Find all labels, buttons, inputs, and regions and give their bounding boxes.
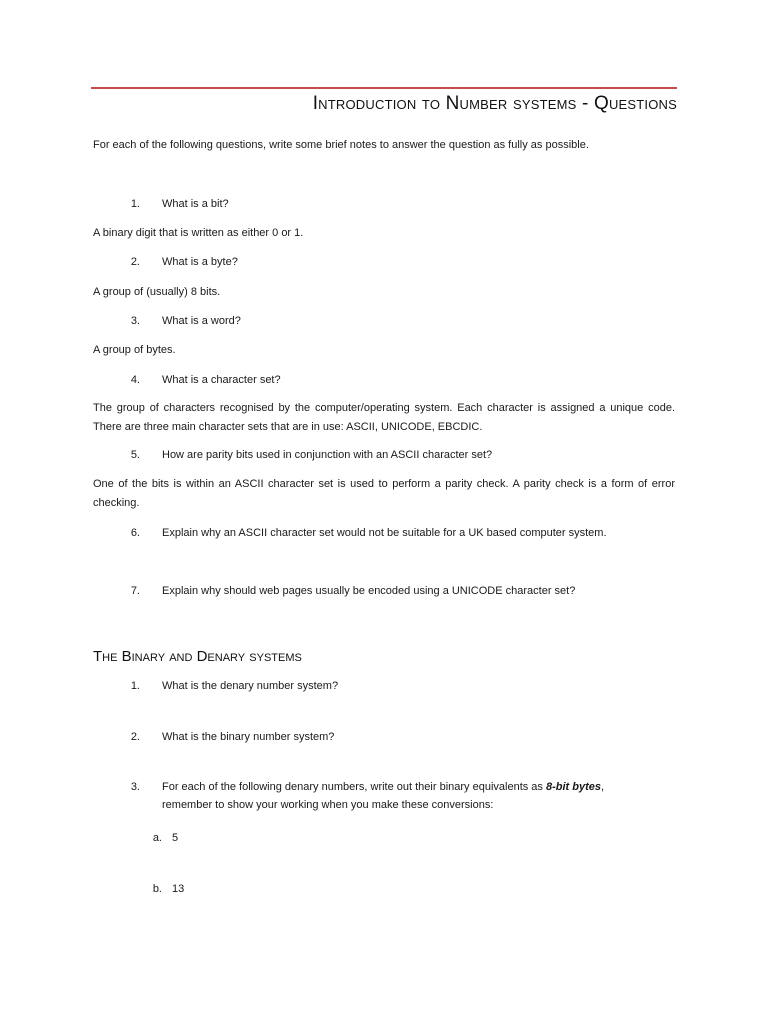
question-text: What is the denary number system?	[162, 680, 339, 692]
question-text: Explain why an ASCII character set would not be suitable for a UK based computer system.	[162, 527, 607, 539]
question-text	[162, 778, 652, 814]
question-number: 2.	[130, 731, 140, 743]
subitem-letter: b.	[152, 883, 162, 895]
subitem-letter: a.	[152, 832, 162, 844]
answer-4: The group of characters recognised by the computer/operating system. Each character is assigned a unique code. There are three main character sets that are in use: ASCII, UNICODE, EBCDIC.	[93, 402, 675, 433]
question-number: 3.	[130, 781, 140, 793]
question-text: Explain why should web pages usually be encoded using a UNICODE character set?	[162, 585, 576, 597]
intro-text: For each of the following questions, write some brief notes to answer the question as fully as possible.	[93, 139, 589, 151]
emphasis-text: 8-bit bytes	[545, 781, 601, 793]
question-text-part: , remember to show your working when you make these conversions:	[162, 781, 605, 811]
question-number: 2.	[130, 256, 140, 268]
question-text-part: For each of the following denary numbers, write out their binary equivalents as	[162, 781, 546, 793]
question-number: 4.	[130, 374, 140, 386]
subitem-value: 5	[172, 832, 179, 844]
answer-3: A group of bytes.	[93, 344, 176, 356]
answer-2: A group of (usually) 8 bits.	[93, 286, 221, 298]
question-text: What is the binary number system?	[162, 731, 335, 743]
question-text: What is a byte?	[162, 256, 238, 268]
question-text: What is a word?	[162, 315, 241, 327]
question-number: 5.	[130, 449, 140, 461]
question-text: How are parity bits used in conjunction with an ASCII character set?	[162, 449, 493, 461]
answer-1: A binary digit that is written as either 0 or 1.	[93, 227, 304, 239]
question-text: What is a character set?	[162, 374, 281, 386]
section-heading: The Binary and Denary systems	[93, 648, 302, 665]
title-rule	[91, 87, 677, 89]
question-number: 1.	[130, 680, 140, 692]
question-number: 1.	[130, 198, 140, 210]
page-title: Introduction to Number systems - Questions	[312, 93, 677, 114]
question-number: 6.	[130, 527, 140, 539]
question-number: 7.	[130, 585, 140, 597]
question-text: What is a bit?	[162, 198, 229, 210]
subitem-value: 13	[172, 883, 185, 895]
question-number: 3.	[130, 315, 140, 327]
answer-5: One of the bits is within an ASCII character set is used to perform a parity check. A parity check is a form of error checking.	[93, 478, 675, 509]
